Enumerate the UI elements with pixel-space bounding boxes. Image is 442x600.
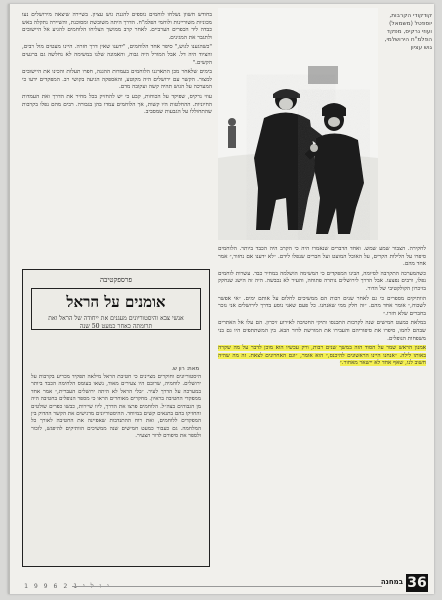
magazine-page xyxy=(8,4,434,594)
photo-commanders xyxy=(218,8,378,240)
article-paragraph: הוותיקים מספרים כי גם לאחר שנים רבות הם ממשיכים לחלום על אותם ימים. ״אי אפשר לשכוח,״ אומר אחד מהם. ״זה חלק ממי שאנחנו. כל פעם שאני נוסע בדרך לירושלים אני נזכר בחברים שלא חזרו.״ xyxy=(218,295,426,317)
box-byline: מאת: רון ש. xyxy=(171,366,199,372)
photo-caption xyxy=(380,12,432,52)
article-paragraph: בימים שלאחר מכן התארגנו הלוחמים בעמדות ההגנה, חפרו תעלות והכינו את היישובים למצור. הקשר עם ירושלים היה מקוטע, והאספקה הגיעה בקושי רב. המפקדים ידעו כי המערכה על הגוש תהיה קשה ועקובה מדם. xyxy=(22,69,212,91)
caption-line: קודקודי הקרבות, xyxy=(389,13,432,19)
photo-image xyxy=(218,8,378,240)
box-body-text: היסטוריונים וחוקרים מציינים כי חטיבת הראל מילאה תפקיד מכריע בקרבות על ירושלים. לוחמיה, שרובם היו צעירים מאוד, נשאו בעומס הלחימה הכבד ביותר במערכה על הדרך לעיר. ״בלי הראל לא היתה ירושלים העברית,״ אמר אחד ממפקדי החטיבה בראיון. מחקרים מאוחרים הראו כי מספר הנופלים בחטיבה היה מן הגבוהים בצה״ל. הלוחמים פרצו את הדרך, ליוו שיירות, כבשו כפרים שולטים והחזיקו בהם בתנאים קשים במיוחד. ההיסטוריונים מדגישים את הקשר ההדוק בין המפקדים ללוחמים, ואת רוח ההתנדבות שאפיינה את החטיבה לאורך כל המלחמה. גם כעבור כמעט חמישים שנה ממשיכים הוותיקים להיפגש, לזכור ולספר את סיפורם לדור הצעיר. xyxy=(31,374,201,440)
page-edge-left xyxy=(8,4,10,594)
caption-line: הפלמ"ח הירושלמי, xyxy=(384,37,432,43)
article-paragraph: עוזי נרקיס, שפיקד על הכוחות, קבע כי יש להחזיק בכל מחיר את הדרך ואת העמדות החיוניות. ההחלטות היו קשות, אך הלוחמים עמדו בהן בגבורה. רבים מהם נפלו בקרבות שהתחוללו על הגבעות שמסביב. xyxy=(22,93,212,116)
caption-line: ועוזי נרקיס, מפקד xyxy=(386,29,432,35)
footer-rule xyxy=(72,586,382,587)
page-number: 36 xyxy=(407,575,427,591)
footer-date: 1 9 9 6 י ו ל י 1 2 xyxy=(24,582,110,590)
article-paragraph: בחודש חשוון נשלחו לוחמים נוספים להגנת גוש עציון. בשיירה שיצאה מירושלים נעו מכוניות משוריינות ולוחמי הפלמ"ח. הדרך היתה משובשת ומסוכנת, והשיירה נתקלה באש כבדה ליד הכפרים הערביים. לאחר קרב ממושך הצליחו הלוחמים להגיע אל היישובים ולתגבר את המגינים. xyxy=(22,12,212,41)
magazine-brand: במחנה xyxy=(380,578,403,586)
box-subtitle: אנשי צבא והיסטוריונים מעגנים את ייחודה של הראל ואת תרומתה כאחר כמעט 50 שנה xyxy=(48,315,184,330)
top-left-text-column xyxy=(22,12,212,262)
article-paragraph: כשהמערכה התקרבה לסיומה, הבינו המפקדים כי המשימה הושלמה במחיר כבד. עשרות לוחמים נפלו, ורבים נפצעו. אבל הדרך לירושלים נותרה פתוחה, והעיר לא נכבשה. היה זה הישג שנחקק בזיכרון הקולקטיבי של הדור. xyxy=(218,270,426,292)
box-headline-frame xyxy=(31,288,201,330)
article-paragraph: לחקירה. הצבור שמע שמש. ואחד הדברים שנאמרו היה כי הקרב היה הכבד ביותר. הלוחמים סיפרו על הלילות הקרים, על האוכל המועט ועל חברים שנפלו לידם. ״לא ידענו אם נחזור,״ אמר אחד מהם. xyxy=(218,246,426,268)
bottom-right-text-column xyxy=(218,246,426,574)
highlighted-text: אמנון הראש שמר על הסוד הזה במשך שנים רבות, ורק עכשיו הוא מוכן לדבר על מה שקרה באותו לילה. ״אנחנו היינו הראשונים להיכנס,״ הוא אומר, ״וגם האחרונים לצאת. זה מה שהיה חשוב לנו, שאף אחד לא יישאר מאחור.״ xyxy=(218,345,426,367)
article-paragraph: במלאת כמעט חמישים שנה לקרבות התכנסו ותיקי החטיבה לאירוע זיכרון. הם עלו אל האתרים שבהם לחמו, סיפרו את סיפוריהם והעבירו את המורשת לדור הבא. בין המשתתפים היו גם בני משפחות הנופלים. xyxy=(218,320,426,342)
box-kicker: פרספקטיבה xyxy=(100,276,132,284)
box-headline: אומנים על הראל xyxy=(66,293,166,311)
caption-line: גוש עציון xyxy=(410,45,432,51)
highlighted-paragraph xyxy=(218,345,426,368)
perspective-box xyxy=(22,269,210,567)
caption-line: יוספטל (משמאל) xyxy=(389,21,432,27)
article-paragraph: "כשהגענו לגוש," סיפר אחד הלוחמים, "ידענו שאין דרך חזרה. היינו מעטים מול רבים, והציוד היה דל. אבל המורל היה גבוה, והאמונה שלנו במשימה לא נחלשה גם ברגעים הקשים." xyxy=(22,44,212,66)
